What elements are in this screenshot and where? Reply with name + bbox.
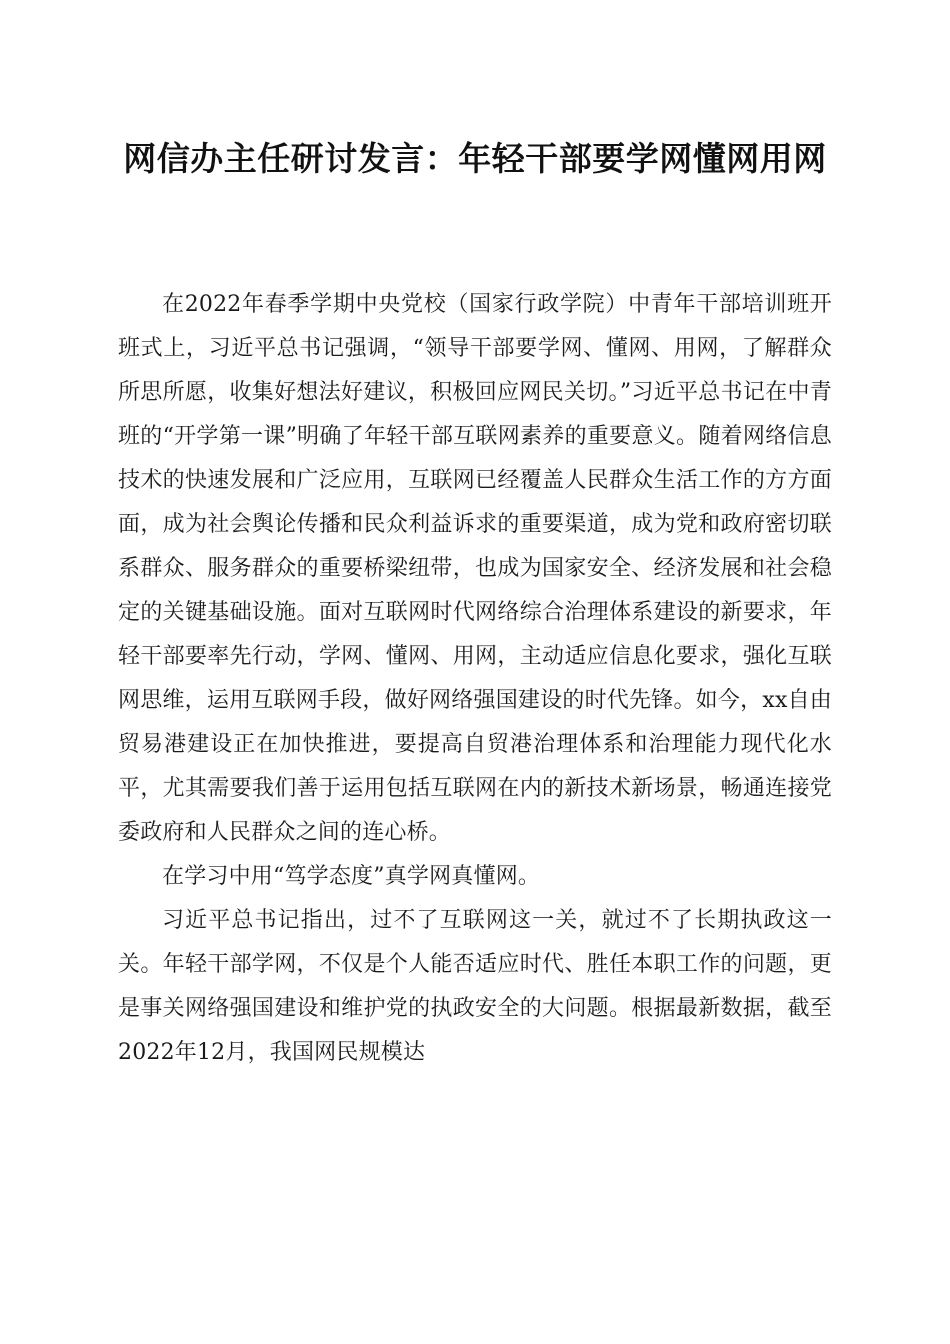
document-title: 网信办主任研讨发言：年轻干部要学网懂网用网: [123, 139, 827, 178]
paragraph-intro: 在2022年春季学期中央党校（国家行政学院）中青年干部培训班开班式上，习近平总书记强调，“领导干部要学网、懂网、用网，了解群众所思所愿，收集好想法好建议，积极回应网民关切。”习近平总书记在中青班的“开学第一课”明确了年轻干部互联网素养的重要意义。随着网络信息技术的快速发展和广泛应用，互联网已经覆盖人民群众生活工作的方方面面，成为社会舆论传播和民众利益诉求的重要渠道，成为党和政府密切联系群众、服务群众的重要桥梁纽带，也成为国家安全、经济发展和社会稳定的关键基础设施。面对互联网时代网络综合治理体系建设的新要求，年轻干部要率先行动，学网、懂网、用网，主动适应信息化要求，强化互联网思维，运用互联网手段，做好网络强国建设的时代先锋。如今，xx自由贸易港建设正在加快推进，要提高自贸港治理体系和治理能力现代化水平，尤其需要我们善于运用包括互联网在内的新技术新场景，畅通连接党委政府和人民群众之间的连心桥。: [118, 292, 832, 845]
document-body: [118, 283, 832, 1075]
paragraph-body: 习近平总书记指出，过不了互联网这一关，就过不了长期执政这一关。年轻干部学网，不仅是个人能否适应时代、胜任本职工作的问题，更是事关网络强国建设和维护党的执政安全的大问题。根据最新数据，截至2022年12月，我国网民规模达: [118, 908, 832, 1065]
paragraph-section-heading: 在学习中用“笃学态度”真学网真懂网。: [162, 864, 541, 889]
